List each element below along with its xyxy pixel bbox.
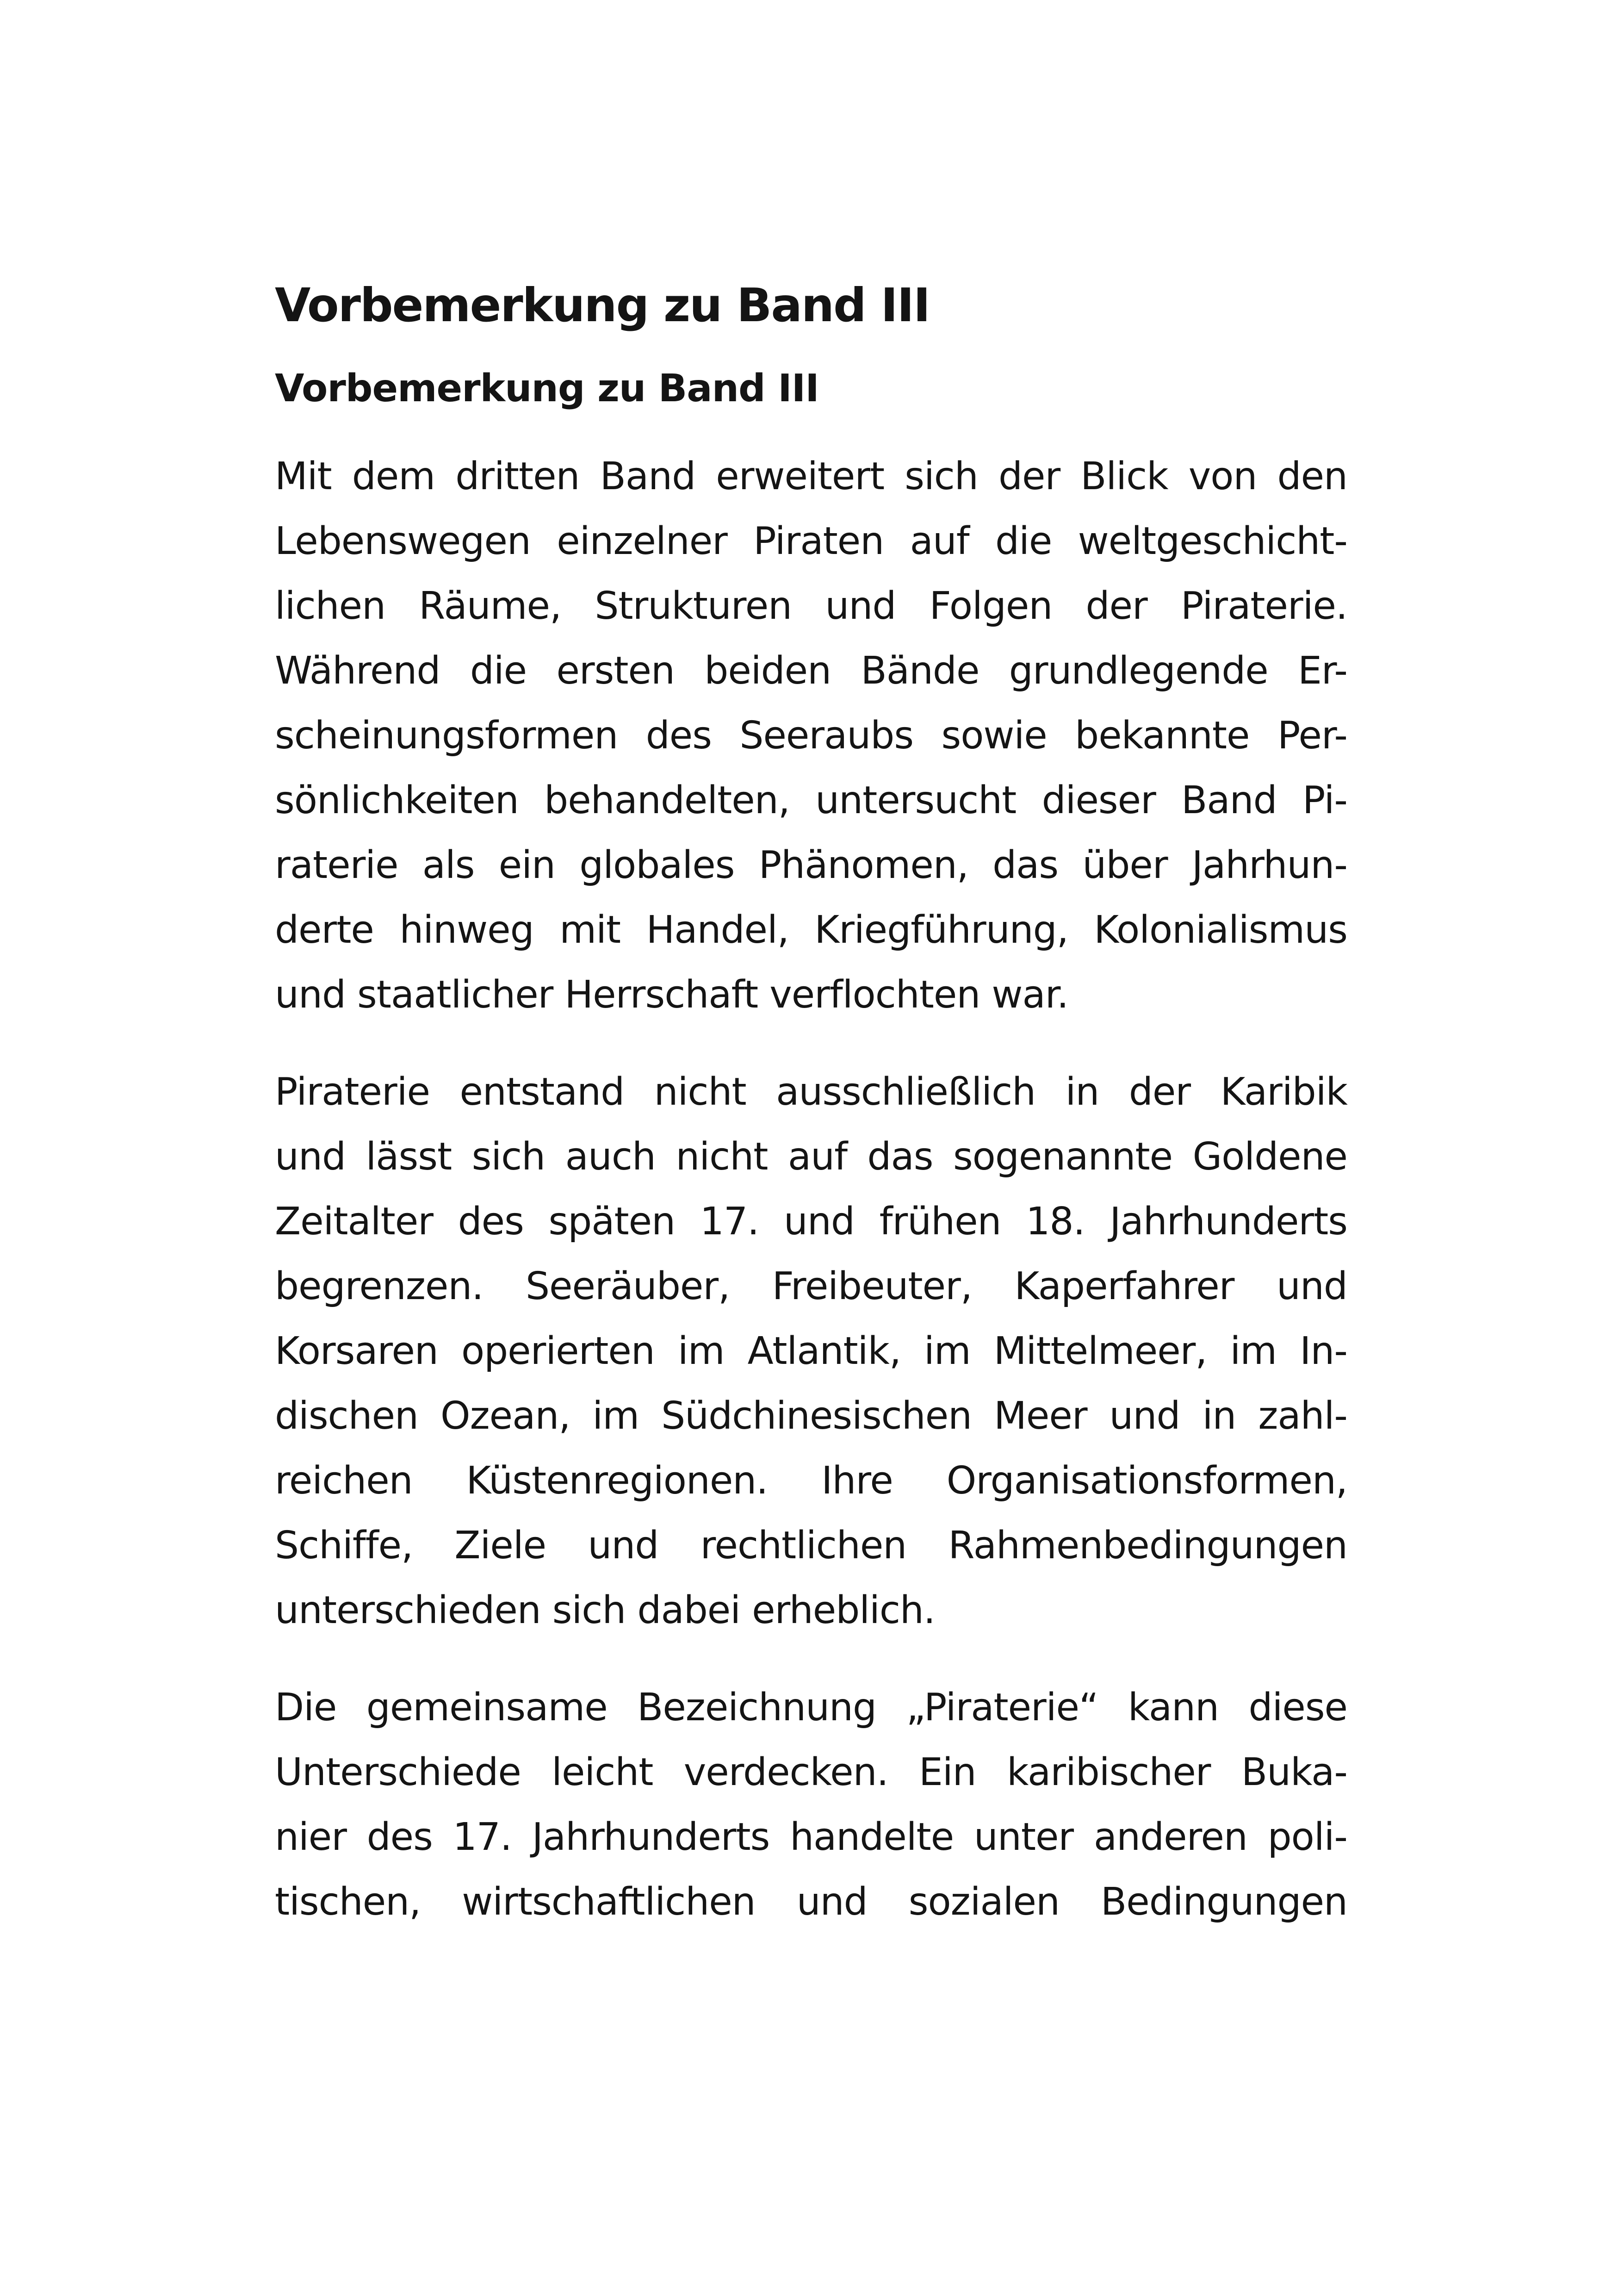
- paragraph-line: und lässt sich auch nicht auf das sogenannte Goldene: [275, 1135, 1347, 1179]
- paragraph-3: [275, 1675, 1347, 1935]
- paragraph-line: Piraterie entstand nicht ausschließlich in der Karibik: [275, 1070, 1347, 1114]
- paragraph-line: Mit dem dritten Band erweitert sich der Blick von den: [275, 454, 1347, 498]
- paragraph-line: reichen Küstenregionen. Ihre Organisationsformen,: [275, 1459, 1347, 1503]
- paragraph-2: [275, 1060, 1347, 1643]
- paragraph-1: [275, 444, 1347, 1027]
- paragraph-line: Unterschiede leicht verdecken. Ein karibischer Buka-: [275, 1750, 1347, 1794]
- paragraph-line: Lebenswegen einzelner Piraten auf die weltgeschicht-: [275, 519, 1347, 563]
- paragraph-line: Schiffe, Ziele und rechtlichen Rahmenbedingungen: [275, 1524, 1347, 1568]
- paragraph-line: begrenzen. Seeräuber, Freibeuter, Kaperfahrer und: [275, 1264, 1347, 1308]
- paragraph-line: nier des 17. Jahrhunderts handelte unter anderen poli-: [275, 1815, 1347, 1859]
- paragraph-line: sönlichkeiten behandelten, untersucht dieser Band Pi-: [275, 778, 1347, 822]
- paragraph-line: derte hinweg mit Handel, Kriegführung, Kolonialismus: [275, 908, 1347, 952]
- paragraph-line: tischen, wirtschaftlichen und sozialen Bedingungen: [275, 1880, 1347, 1924]
- paragraph-line: unterschieden sich dabei erheblich.: [275, 1588, 935, 1632]
- paragraph-line: dischen Ozean, im Südchinesischen Meer und in zahl-: [275, 1394, 1347, 1438]
- paragraph-line: Während die ersten beiden Bände grundlegende Er-: [275, 649, 1347, 693]
- chapter-title: Vorbemerkung zu Band III: [275, 278, 930, 332]
- paragraph-line: Korsaren operierten im Atlantik, im Mittelmeer, im In-: [275, 1329, 1347, 1373]
- section-title: Vorbemerkung zu Band III: [275, 367, 819, 411]
- paragraph-line: Zeitalter des späten 17. und frühen 18. Jahrhunderts: [275, 1200, 1347, 1244]
- paragraph-line: lichen Räume, Strukturen und Folgen der Piraterie.: [275, 584, 1347, 628]
- paragraph-line: und staatlicher Herrschaft verflochten war.: [275, 973, 1068, 1017]
- paragraph-line: Die gemeinsame Bezeichnung „Piraterie“ kann diese: [275, 1686, 1347, 1730]
- paragraph-line: raterie als ein globales Phänomen, das über Jahrhun-: [275, 843, 1347, 887]
- paragraph-line: scheinungsformen des Seeraubs sowie bekannte Per-: [275, 714, 1347, 758]
- text-column: [275, 273, 1347, 1935]
